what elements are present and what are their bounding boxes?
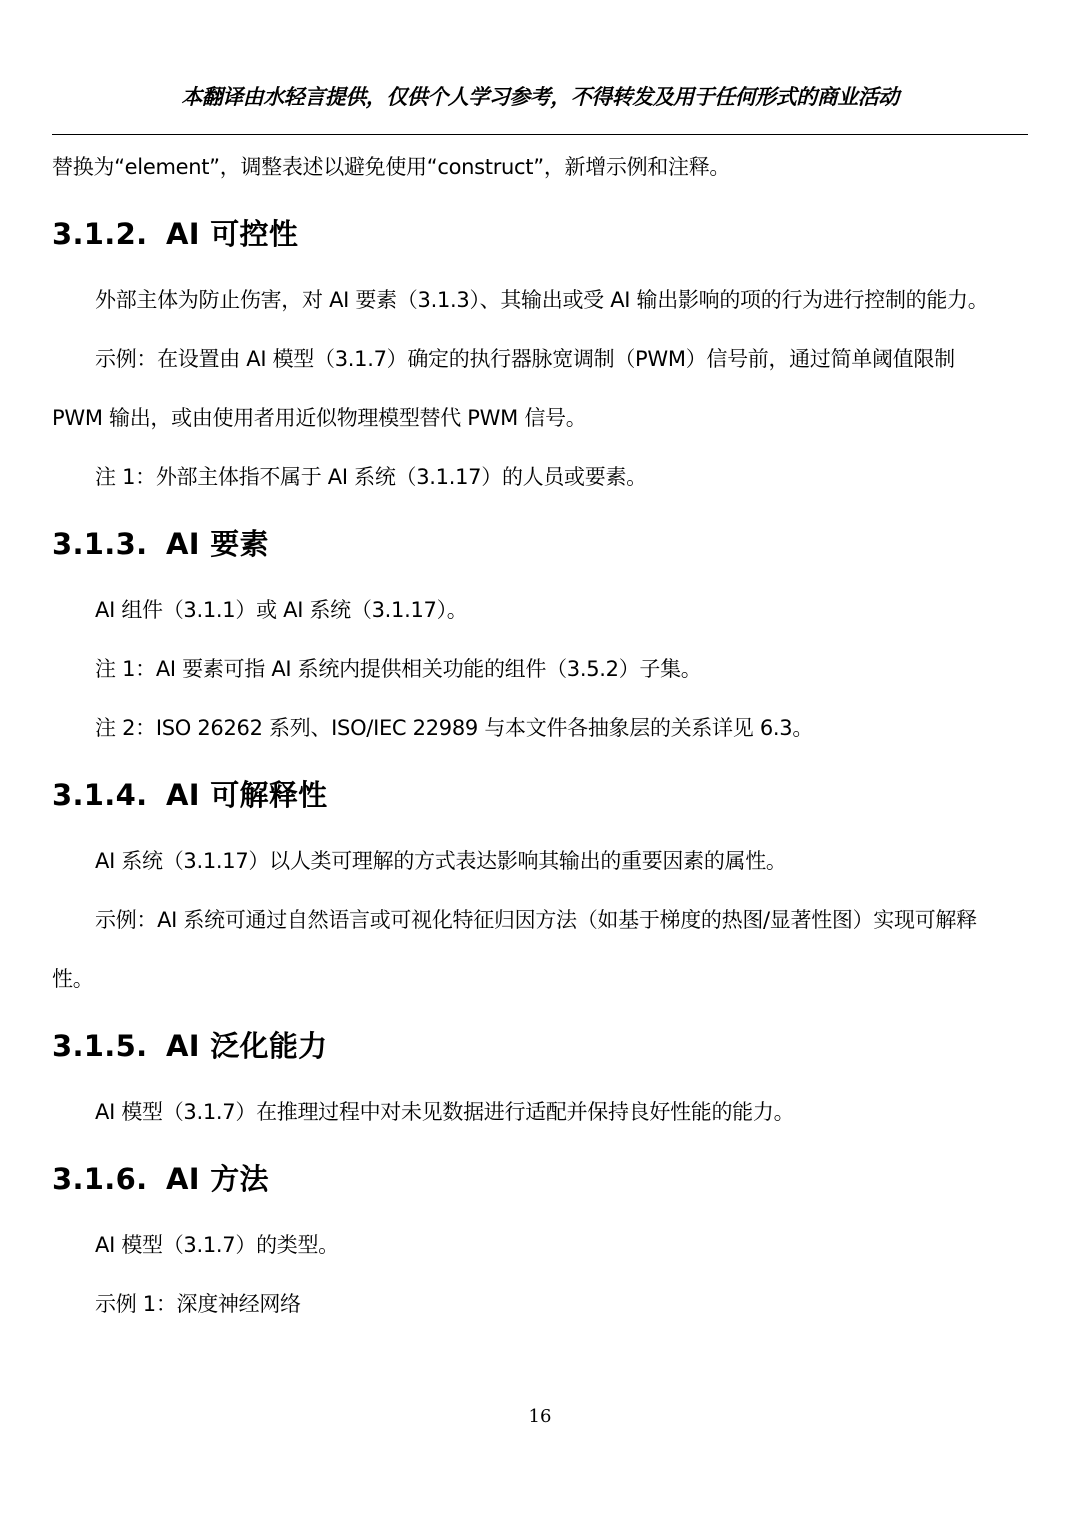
page-number: 16 [528, 1406, 552, 1427]
definition-paragraph: AI 系统（3.1.17）以人类可理解的方式表达影响其输出的重要因素的属性。 [95, 849, 787, 873]
intro-paragraph: 替换为“element”，调整表述以避免使用“construct”，新增示例和注释。 [52, 155, 731, 179]
section-heading-3-1-2 [52, 197, 1028, 271]
note-paragraph: 注 2：ISO 26262 系列、ISO/IEC 22989 与本文件各抽象层的关系详见 6.3。 [95, 716, 814, 740]
example-paragraph: 示例 1：深度神经网络 [95, 1292, 301, 1316]
page-header: 本翻译由水轻言提供，仅供个人学习参考，不得转发及用于任何形式的商业活动 [181, 85, 899, 109]
document-body [52, 138, 1028, 1334]
definition-paragraph: 外部主体为防止伤害，对 AI 要素（3.1.3）、其输出或受 AI 输出影响的项的行为进行控制的能力。 [95, 288, 989, 312]
example-paragraph-continued: PWM 输出，或由使用者用近似物理模型替代 PWM 信号。 [52, 406, 587, 430]
section-number: 3.1.6. [52, 1162, 148, 1196]
section-title: AI 可解释性 [166, 778, 328, 812]
section-title: AI 泛化能力 [166, 1029, 328, 1063]
section-number: 3.1.5. [52, 1029, 148, 1063]
example-paragraph: 示例：在设置由 AI 模型（3.1.7）确定的执行器脉宽调制（PWM）信号前，通过简单阈值限制 [95, 347, 955, 371]
example-paragraph: 示例：AI 系统可通过自然语言或可视化特征归因方法（如基于梯度的热图/显著性图）实现可解释 [95, 908, 977, 932]
section-heading-3-1-3 [52, 507, 1028, 581]
definition-paragraph: AI 模型（3.1.7）的类型。 [95, 1233, 339, 1257]
section-title: AI 方法 [166, 1162, 269, 1196]
section-heading-3-1-5 [52, 1009, 1028, 1083]
definition-paragraph: AI 模型（3.1.7）在推理过程中对未见数据进行适配并保持良好性能的能力。 [95, 1100, 795, 1124]
note-paragraph: 注 1：外部主体指不属于 AI 系统（3.1.17）的人员或要素。 [95, 465, 647, 489]
section-heading-3-1-6 [52, 1142, 1028, 1216]
definition-paragraph: AI 组件（3.1.1）或 AI 系统（3.1.17）。 [95, 598, 468, 622]
example-paragraph-continued: 性。 [52, 967, 94, 991]
section-number: 3.1.4. [52, 778, 148, 812]
note-paragraph: 注 1：AI 要素可指 AI 系统内提供相关功能的组件（3.5.2）子集。 [95, 657, 702, 681]
section-title: AI 要素 [166, 527, 269, 561]
header-divider [52, 134, 1028, 135]
section-number: 3.1.2. [52, 217, 148, 251]
section-heading-3-1-4 [52, 758, 1028, 832]
section-number: 3.1.3. [52, 527, 148, 561]
section-title: AI 可控性 [166, 217, 299, 251]
